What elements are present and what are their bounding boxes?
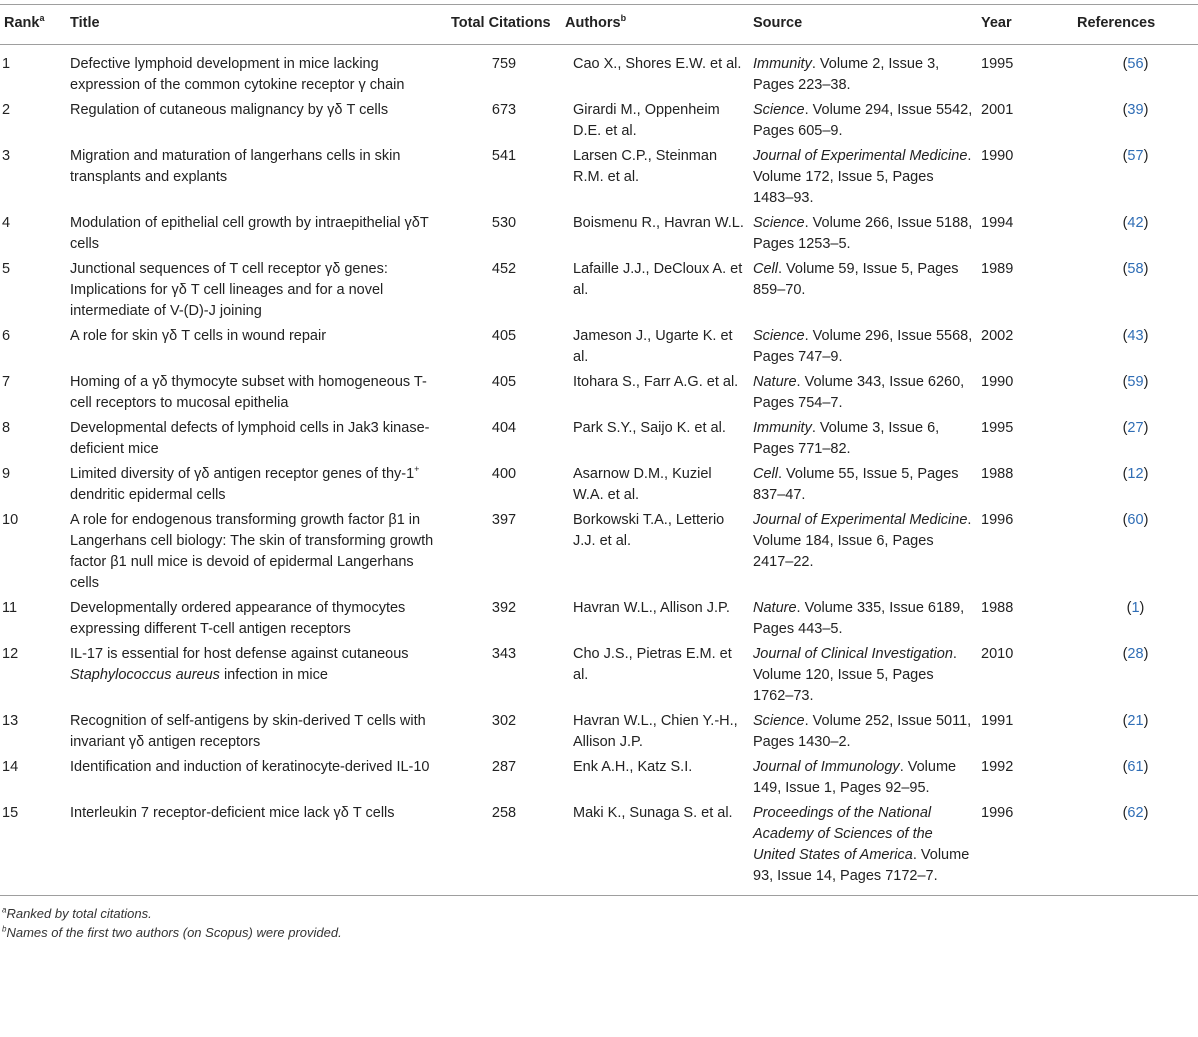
source-cell: Proceedings of the National Academy of Sciences of the United States of America. Volume 93, Issue 14, Pages 7172–7. <box>749 802 977 896</box>
reference-link[interactable]: 1 <box>1131 600 1140 616</box>
authors-cell: Cao X., Shores E.W. et al. <box>573 56 742 72</box>
header-year: Year <box>977 5 1073 45</box>
rank-cell: 14 <box>2 759 19 775</box>
source-cell: Immunity. Volume 2, Issue 3, Pages 223–38. <box>753 56 940 93</box>
table-row <box>0 212 1198 258</box>
citations-cell: 397 <box>491 512 517 528</box>
journal-name: Science <box>753 102 805 118</box>
table-row <box>0 463 1198 509</box>
title-cell: Homing of a γδ thymocyte subset with homogeneous T-cell receptors to mucosal epithelia <box>70 374 427 411</box>
citations-cell: 541 <box>491 148 517 164</box>
rank-cell: 6 <box>2 328 11 344</box>
citations-cell: 405 <box>491 374 517 390</box>
rank-cell: 3 <box>2 148 11 164</box>
source-cell: Science. Volume 266, Issue 5188, Pages 1253–5. <box>753 215 973 252</box>
title-cell: A role for endogenous transforming growth factor β1 in Langerhans cell biology: The skin of transforming growth factor β1 null mice is devoid of epidermal Langerhans cells <box>70 512 434 591</box>
reference-cell: (12) <box>1122 466 1149 482</box>
title-cell: A role for skin γδ T cells in wound repair <box>70 328 327 344</box>
year-cell: 1992 <box>981 759 1014 775</box>
citations-cell: 343 <box>491 646 517 662</box>
rank-cell: 2 <box>2 102 11 118</box>
journal-name: Journal of Experimental Medicine <box>753 148 968 164</box>
reference-link[interactable]: 62 <box>1127 805 1144 821</box>
citations-cell: 302 <box>491 713 517 729</box>
title-cell: Interleukin 7 receptor-deficient mice lack γδ T cells <box>66 802 447 896</box>
source-cell: Immunity. Volume 3, Issue 6, Pages 771–82. <box>753 420 940 457</box>
authors-cell: Asarnow D.M., Kuziel W.A. et al. <box>573 466 712 503</box>
table-row <box>0 99 1198 145</box>
table-row <box>0 45 1198 100</box>
reference-cell: (39) <box>1122 102 1149 118</box>
table-row <box>0 258 1198 325</box>
reference-cell: (27) <box>1122 420 1149 436</box>
table-row <box>0 802 1198 896</box>
rank-cell: 4 <box>2 215 11 231</box>
rank-cell: 13 <box>2 713 19 729</box>
year-cell: 1995 <box>981 420 1014 436</box>
journal-name: Science <box>753 215 805 231</box>
journal-name: Science <box>753 713 805 729</box>
reference-link[interactable]: 28 <box>1127 646 1144 662</box>
title-cell: Modulation of epithelial cell growth by intraepithelial γδT cells <box>70 215 429 252</box>
source-cell: Science. Volume 252, Issue 5011, Pages 1430–2. <box>753 713 972 750</box>
title-cell: Limited diversity of γδ antigen receptor genes of thy-1+ dendritic epidermal cells <box>70 464 420 503</box>
authors-cell: Girardi M., Oppenheim D.E. et al. <box>573 102 720 139</box>
citations-cell: 400 <box>491 466 517 482</box>
table-row <box>0 145 1198 212</box>
reference-cell: (1) <box>1126 600 1145 616</box>
year-cell: 1988 <box>981 466 1014 482</box>
year-cell: 1994 <box>981 215 1014 231</box>
year-cell: 1995 <box>981 56 1014 72</box>
title-cell: Recognition of self-antigens by skin-derived T cells with invariant γδ antigen receptors <box>70 713 426 750</box>
journal-name: Journal of Immunology <box>753 759 900 775</box>
journal-name: Immunity <box>753 56 812 72</box>
reference-link[interactable]: 12 <box>1127 466 1144 482</box>
table-row <box>0 509 1198 597</box>
year-cell: 1990 <box>981 148 1014 164</box>
authors-cell: Jameson J., Ugarte K. et al. <box>573 328 733 365</box>
header-rank: Rank$^a$ <box>0 5 66 45</box>
title-cell: Defective lymphoid development in mice lacking expression of the common cytokine receptor γ chain <box>70 56 405 93</box>
source-cell: Nature. Volume 335, Issue 6189, Pages 443–5. <box>753 600 965 637</box>
rank-cell: 9 <box>2 466 11 482</box>
reference-link[interactable]: 42 <box>1127 215 1144 231</box>
reference-link[interactable]: 21 <box>1127 713 1144 729</box>
citations-cell: 258 <box>447 802 561 896</box>
title-cell: Regulation of cutaneous malignancy by γδ T cells <box>70 102 389 118</box>
journal-name: Nature <box>753 374 797 390</box>
citations-cell: 759 <box>491 56 517 72</box>
source-cell: Journal of Clinical Investigation. Volume 120, Issue 5, Pages 1762–73. <box>753 646 957 704</box>
source-cell: Cell. Volume 55, Issue 5, Pages 837–47. <box>753 466 959 503</box>
authors-cell: Maki K., Sunaga S. et al. <box>561 802 749 896</box>
journal-name: Science <box>753 328 805 344</box>
authors-cell: Itohara S., Farr A.G. et al. <box>573 374 739 390</box>
source-cell: Journal of Experimental Medicine. Volume 172, Issue 5, Pages 1483–93. <box>753 148 972 206</box>
reference-cell: (28) <box>1122 646 1149 662</box>
citations-cell: 287 <box>491 759 517 775</box>
source-cell: Science. Volume 294, Issue 5542, Pages 605–9. <box>753 102 973 139</box>
rank-cell: 12 <box>2 646 19 662</box>
header-source: Source <box>749 5 977 45</box>
reference-link[interactable]: 60 <box>1127 512 1144 528</box>
journal-name: Journal of Experimental Medicine <box>753 512 968 528</box>
reference-cell: (60) <box>1122 512 1149 528</box>
rank-cell: 11 <box>2 600 18 616</box>
table-row <box>0 756 1198 802</box>
year-cell: 1996 <box>981 512 1014 528</box>
header-references: References <box>1073 5 1198 45</box>
reference-link[interactable]: 39 <box>1127 102 1144 118</box>
reference-cell: (21) <box>1122 713 1149 729</box>
authors-cell: Havran W.L., Chien Y.-H., Allison J.P. <box>573 713 738 750</box>
authors-cell: Borkowski T.A., Letterio J.J. et al. <box>573 512 725 549</box>
rank-cell: 8 <box>2 420 11 436</box>
authors-cell: Lafaille J.J., DeCloux A. et al. <box>573 261 743 298</box>
authors-cell: Cho J.S., Pietras E.M. et al. <box>573 646 732 683</box>
header-total-citations: Total Citations <box>447 5 561 45</box>
reference-cell: (58) <box>1122 261 1149 277</box>
citations-cell: 405 <box>491 328 517 344</box>
reference-cell: (61) <box>1122 759 1149 775</box>
reference-cell: (59) <box>1122 374 1149 390</box>
citations-cell: 404 <box>491 420 517 436</box>
reference-cell: (62) <box>1073 802 1198 896</box>
journal-name: Proceedings of the National Academy of Sciences of the United States of America <box>753 805 933 863</box>
journal-name: Immunity <box>753 420 812 436</box>
journal-name: Journal of Clinical Investigation <box>753 646 953 662</box>
year-cell: 1991 <box>981 713 1014 729</box>
source-cell: Cell. Volume 59, Issue 5, Pages 859–70. <box>753 261 959 298</box>
authors-cell: Boismenu R., Havran W.L. <box>573 215 744 231</box>
rank-cell: 10 <box>2 512 19 528</box>
rank-cell: 15 <box>0 802 66 896</box>
year-cell: 1988 <box>981 600 1014 616</box>
table-row <box>0 597 1198 643</box>
reference-link[interactable]: 57 <box>1127 148 1144 164</box>
table-row <box>0 710 1198 756</box>
citations-cell: 452 <box>491 261 517 277</box>
reference-cell: (42) <box>1122 215 1149 231</box>
authors-cell: Havran W.L., Allison J.P. <box>573 600 730 616</box>
journal-name: Cell <box>753 261 778 277</box>
citations-cell: 673 <box>491 102 517 118</box>
table-row <box>0 371 1198 417</box>
reference-link[interactable]: 59 <box>1127 374 1144 390</box>
rank-cell: 1 <box>2 56 11 72</box>
rank-cell: 7 <box>2 374 11 390</box>
reference-link[interactable]: 27 <box>1127 420 1144 436</box>
header-title: Title <box>66 5 447 45</box>
year-cell: 1996 <box>977 802 1073 896</box>
reference-link[interactable]: 56 <box>1127 56 1144 72</box>
footnote-b: $^b$Names of the first two authors (on Scopus) were provided. <box>2 924 342 940</box>
authors-cell: Larsen C.P., Steinman R.M. et al. <box>573 148 718 185</box>
citations-cell: 392 <box>491 600 517 616</box>
source-cell: Journal of Immunology. Volume 149, Issue 1, Pages 92–95. <box>753 759 957 796</box>
year-cell: 2001 <box>981 102 1014 118</box>
year-cell: 1989 <box>981 261 1014 277</box>
reference-cell: (43) <box>1122 328 1149 344</box>
title-cell: Developmental defects of lymphoid cells in Jak3 kinase-deficient mice <box>70 420 430 457</box>
authors-cell: Enk A.H., Katz S.I. <box>573 759 693 775</box>
title-cell: Developmentally ordered appearance of thymocytes expressing different T-cell antigen receptors <box>70 600 406 637</box>
source-cell: Science. Volume 296, Issue 5568, Pages 747–9. <box>753 328 973 365</box>
title-cell: Migration and maturation of langerhans cells in skin transplants and explants <box>70 148 401 185</box>
year-cell: 1990 <box>981 374 1014 390</box>
reference-cell: (56) <box>1122 56 1149 72</box>
journal-name: Nature <box>753 600 797 616</box>
title-cell: Identification and induction of keratinocyte-derived IL-10 <box>70 759 430 775</box>
footnote-a: $^a$Ranked by total citations. <box>2 905 152 921</box>
authors-cell: Park S.Y., Saijo K. et al. <box>573 420 726 436</box>
table-row <box>0 325 1198 371</box>
journal-name: Cell <box>753 466 778 482</box>
table-footnotes <box>0 896 1142 942</box>
year-cell: 2010 <box>981 646 1014 662</box>
source-cell: Journal of Experimental Medicine. Volume 184, Issue 6, Pages 2417–22. <box>753 512 972 570</box>
reference-link[interactable]: 43 <box>1127 328 1144 344</box>
citations-cell: 530 <box>491 215 517 231</box>
reference-link[interactable]: 61 <box>1127 759 1144 775</box>
citations-table <box>0 4 1198 896</box>
table-row <box>0 417 1198 463</box>
title-cell: Junctional sequences of T cell receptor γδ genes: Implications for γδ T cell lineages and for a novel intermediate of V-(D)-J joining <box>70 261 388 319</box>
header-row <box>0 5 1198 45</box>
title-cell: IL-17 is essential for host defense against cutaneous Staphylococcus aureus infection in mice <box>70 646 409 683</box>
reference-link[interactable]: 58 <box>1127 261 1144 277</box>
rank-cell: 5 <box>2 261 11 277</box>
header-authors: Authors$^b$ <box>561 5 749 45</box>
table-row <box>0 643 1198 710</box>
reference-cell: (57) <box>1122 148 1149 164</box>
year-cell: 2002 <box>981 328 1014 344</box>
source-cell: Nature. Volume 343, Issue 6260, Pages 754–7. <box>753 374 965 411</box>
